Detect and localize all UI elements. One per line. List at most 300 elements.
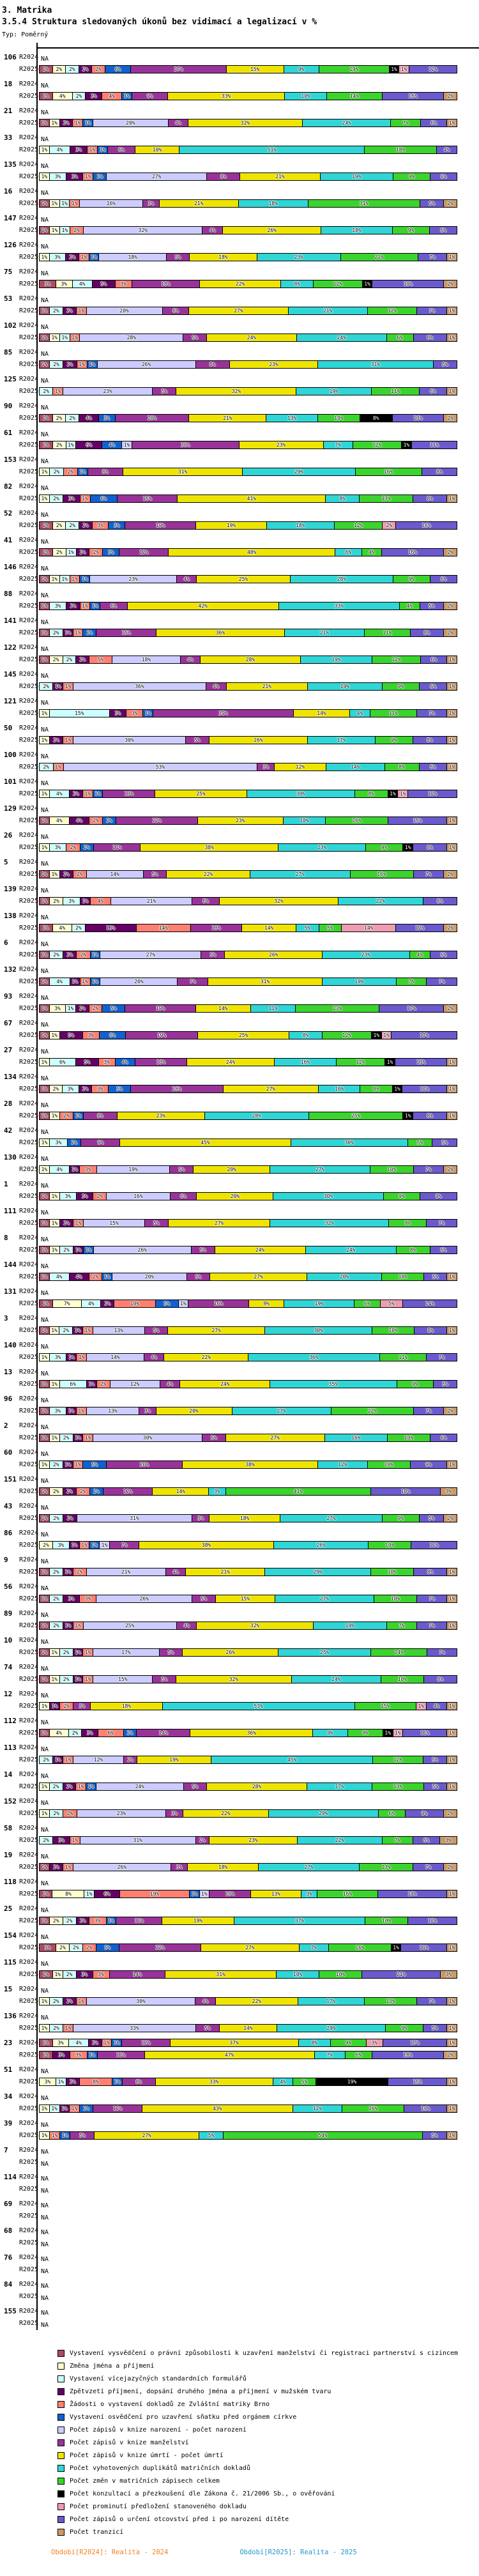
bar-segment-zmena-jmena <box>49 1327 59 1334</box>
bar-segment-zadosti-matrika-brno <box>80 978 90 985</box>
bar-segment-duplikaty-dokladu <box>288 307 367 314</box>
bar-segment-urceni-otcovstvi <box>410 629 443 636</box>
bar-segment-zmeny-zapisu <box>390 119 420 126</box>
na-value: NA <box>41 700 49 707</box>
bar-segment-vicejazycne-formulare <box>59 1649 73 1656</box>
bar-zone <box>39 575 457 583</box>
bar-segment-zapisy-manzelstvi <box>119 549 168 556</box>
footer-period-2024: Období[R2024]: Realita - 2024 <box>51 2549 169 2556</box>
legend-label: Vystavení vícejazyčných standardních formulářů <box>70 2375 247 2382</box>
segment-value: 14% <box>176 1489 186 1494</box>
segment-value: 4% <box>213 684 219 689</box>
bar-zone <box>39 1876 457 1888</box>
segment-value: 3% <box>86 1730 93 1736</box>
bar-segment-zmena-jmena <box>40 844 49 851</box>
segment-value: 2% <box>127 1757 133 1763</box>
segment-value: 1% <box>82 898 89 904</box>
bar-segment-zmena-jmena <box>49 1032 59 1039</box>
group-label: 118 <box>4 1878 17 1886</box>
segment-value: 2% <box>72 1730 79 1736</box>
bar-segment-zmeny-zapisu <box>330 2039 366 2046</box>
bar-row <box>0 600 479 612</box>
bar-zone <box>39 816 457 825</box>
bar-row <box>0 2264 479 2276</box>
segment-value: 1% <box>61 2106 68 2112</box>
bar-segment-zapisy-umrti <box>182 1461 317 1468</box>
bar-zone <box>39 1607 457 1620</box>
segment-value: 32% <box>250 1623 260 1629</box>
stacked-bar <box>39 1273 457 1281</box>
segment-value: 5% <box>161 388 167 394</box>
segment-value: 20% <box>339 1274 349 1280</box>
segment-value: 1% <box>51 1703 58 1709</box>
segment-value: 6% <box>70 1381 77 1387</box>
group-label: 27 <box>4 1046 13 1054</box>
bar-segment-zmeny-zapisu <box>396 978 427 985</box>
na-value: NA <box>41 1666 49 1673</box>
period-label: R2024 <box>19 1798 39 1805</box>
group-52 <box>0 505 479 532</box>
bar-segment-osvedceni-cirkev <box>89 1488 103 1495</box>
segment-value: 4% <box>416 952 423 958</box>
bar-segment-zadosti-matrika-brno <box>73 1461 83 1468</box>
bar-segment-duplikaty-dokladu <box>280 1515 381 1522</box>
bar-zone <box>39 226 457 234</box>
segment-value: 2% <box>199 1837 206 1843</box>
bar-segment-zmena-jmena <box>49 1649 59 1656</box>
stacked-bar <box>39 763 457 771</box>
segment-value: 3% <box>103 415 110 421</box>
bar-segment-zadosti-matrika-brno <box>82 1649 93 1656</box>
bar-row <box>0 1071 479 1083</box>
segment-value: 21% <box>396 1972 406 1977</box>
segment-value: 14% <box>110 871 119 877</box>
segment-value: 7% <box>429 254 436 260</box>
segment-value: 19% <box>149 1891 160 1897</box>
chart-rows <box>0 47 479 2330</box>
bar-segment-zapisy-manzelstvi <box>144 1354 164 1361</box>
bar-segment-zapisy-manzelstvi <box>106 1461 182 1468</box>
segment-value: 7% <box>189 979 196 985</box>
bar-zone <box>39 1178 457 1190</box>
segment-value: 1% <box>51 1328 57 1333</box>
bar-segment-osvedceni-cirkev <box>142 710 153 717</box>
bar-zone <box>39 2104 457 2113</box>
segment-value: 1% <box>41 2133 48 2138</box>
segment-value: 2% <box>43 1837 49 1843</box>
bar-row <box>0 615 479 627</box>
na-value: NA <box>41 136 49 143</box>
bar-segment-zapisy-umrti <box>170 2039 298 2046</box>
bar-zone <box>39 588 457 600</box>
segment-value: 3% <box>95 1918 101 1924</box>
bar-segment-duplikaty-dokladu <box>299 1944 329 1951</box>
period-label: R2024 <box>19 1583 39 1590</box>
bar-segment-zapisy-narozeni <box>86 871 143 878</box>
segment-value: 19% <box>403 281 413 287</box>
bar-segment-zapisy-umrti <box>90 1703 162 1710</box>
period-label: R2024 <box>19 349 39 356</box>
bar-zone <box>39 1568 457 1576</box>
period-label: R2025 <box>19 173 39 180</box>
bar-segment-osvedceni-cirkev <box>108 1085 130 1092</box>
na-value: NA <box>41 351 49 358</box>
segment-value: 2% <box>69 66 75 72</box>
segment-value: 1% <box>84 1328 91 1333</box>
period-label: R2025 <box>19 2266 39 2273</box>
segment-value: 2% <box>63 1247 70 1253</box>
segment-value: 1% <box>180 1301 186 1307</box>
na-value: NA <box>41 1934 49 1941</box>
segment-value: 14% <box>110 1354 120 1360</box>
segment-value: 2% <box>53 952 59 958</box>
period-label: R2025 <box>19 1729 39 1736</box>
bar-segment-duplikaty-dokladu <box>312 1729 347 1736</box>
segment-value: 6% <box>440 1247 447 1253</box>
group-label: 13 <box>4 1368 13 1376</box>
bar-segment-zmena-jmena <box>49 1917 63 1924</box>
bar-segment-vicejazycne-formulare <box>49 1783 63 1790</box>
period-label: R2024 <box>19 2281 39 2288</box>
segment-value: 1% <box>85 1676 91 1682</box>
group-label: 5 <box>4 858 8 866</box>
period-label: R2025 <box>19 1971 39 1978</box>
segment-value: 1% <box>41 362 48 367</box>
segment-value: 2% <box>79 549 86 555</box>
bar-zone <box>39 1890 457 1898</box>
bar-segment-zpetvzeti-prijmeni <box>63 495 79 502</box>
bar-segment-zapisy-manzelstvi <box>136 1729 190 1736</box>
segment-value: 12% <box>342 1032 352 1038</box>
legend-item <box>57 2449 479 2462</box>
segment-value: 1% <box>123 93 130 99</box>
group-label: 132 <box>4 965 17 974</box>
bar-row <box>0 937 479 949</box>
bar-segment-zadosti-matrika-brno <box>63 468 77 475</box>
bar-segment-zapisy-umrti <box>226 683 307 690</box>
segment-value: 2% <box>82 66 89 72</box>
stacked-bar <box>39 1246 457 1254</box>
bar-row <box>0 895 479 907</box>
bar-zone <box>39 521 457 530</box>
segment-value: 5% <box>204 2025 211 2031</box>
bar-segment-zmeny-zapisu <box>345 2051 372 2058</box>
group-label: 85 <box>4 348 13 356</box>
segment-value: 22% <box>221 1811 231 1816</box>
bar-segment-zmeny-zapisu <box>350 871 413 878</box>
segment-value: 21% <box>223 415 232 421</box>
segment-value: 1% <box>75 1220 82 1226</box>
segment-value: 13% <box>271 1891 281 1897</box>
segment-value: 6% <box>430 388 436 394</box>
period-label: R2024 <box>19 1744 39 1751</box>
segment-value: 11% <box>390 388 400 394</box>
segment-value: 2% <box>53 737 59 743</box>
period-label: R2024 <box>19 1181 39 1188</box>
segment-value: 2% <box>63 120 70 126</box>
bar-segment-osvedceni-zpusobilost <box>40 1246 49 1254</box>
na-value: NA <box>41 1263 49 1270</box>
bar-segment-zapisy-umrti <box>293 710 350 717</box>
bar-segment-zpetvzeti-prijmeni <box>73 1246 83 1254</box>
bar-segment-zmeny-zapisu <box>367 1461 410 1468</box>
bar-segment-zpetvzeti-prijmeni <box>73 1649 83 1656</box>
bar-zone <box>39 1595 457 1603</box>
bar-zone <box>39 1809 457 1818</box>
bar-segment-zapisy-umrti <box>201 1944 299 1951</box>
segment-value: 21% <box>121 1569 131 1575</box>
segment-value: 5% <box>432 1784 439 1790</box>
group-label: 43 <box>4 1502 13 1510</box>
group-label: 50 <box>4 724 13 732</box>
group-label: 19 <box>4 1851 13 1859</box>
bar-segment-zpetvzeti-prijmeni <box>70 146 87 153</box>
segment-value: 5% <box>153 1220 160 1226</box>
period-label: R2024 <box>19 1208 39 1215</box>
bar-segment-urceni-otcovstvi <box>361 1971 440 1978</box>
stacked-bar <box>39 280 457 288</box>
stacked-bar <box>39 977 457 986</box>
bar-segment-zapisy-manzelstvi <box>195 361 229 368</box>
bar-segment-tranzice <box>443 602 457 610</box>
bar-segment-osvedceni-cirkev <box>102 817 116 824</box>
group-147 <box>0 210 479 237</box>
bar-segment-prominuti-dokladu <box>382 522 395 529</box>
bar-segment-urceni-otcovstvi <box>407 790 457 797</box>
bar-segment-zapisy-manzelstvi <box>70 2132 94 2139</box>
segment-value: 5% <box>210 1435 217 1441</box>
segment-value: 3% <box>176 1864 183 1870</box>
segment-value: 9% <box>381 845 388 850</box>
segment-value: 2% <box>52 1086 59 1092</box>
segment-value: 2% <box>92 1274 99 1280</box>
period-label: R2025 <box>19 924 39 931</box>
segment-value: 2% <box>447 1006 453 1011</box>
bar-row <box>0 1378 479 1390</box>
bar-segment-zapisy-umrti <box>208 978 322 985</box>
period-label: R2025 <box>19 2025 39 2032</box>
segment-value: 17% <box>326 1998 336 2004</box>
group-129 <box>0 801 479 827</box>
group-26 <box>0 827 479 854</box>
group-label: 21 <box>4 107 13 115</box>
bar-segment-zapisy-manzelstvi <box>183 334 206 341</box>
bar-row <box>0 1271 479 1283</box>
bar-segment-vicejazycne-formulare <box>49 254 66 261</box>
bar-segment-zapisy-umrti <box>156 629 285 636</box>
segment-value: 5% <box>167 1650 174 1655</box>
stacked-bar <box>39 843 457 852</box>
segment-value: 1% <box>86 1891 93 1897</box>
bar-segment-zmeny-zapisu <box>328 1944 390 1951</box>
segment-value: 10% <box>404 1435 414 1441</box>
bar-segment-duplikaty-dokladu <box>284 66 319 73</box>
segment-value: 45% <box>287 1757 297 1763</box>
bar-segment-vicejazycne-formulare <box>49 1595 63 1602</box>
group-42 <box>0 1123 479 1149</box>
bar-segment-zadosti-matrika-brno <box>80 495 90 502</box>
na-value: NA <box>41 82 49 89</box>
bar-row <box>0 251 479 263</box>
segment-value: 3% <box>131 710 138 716</box>
bar-segment-zmeny-zapisu <box>396 1246 430 1254</box>
legend-swatch-zpetvzeti-prijmeni <box>57 2388 65 2395</box>
bar-segment-zmena-jmena <box>40 2105 49 2112</box>
bar-zone <box>39 602 457 610</box>
bar-segment-urceni-otcovstvi <box>407 1917 457 1924</box>
bar-row <box>0 1285 479 1298</box>
bar-segment-osvedceni-cirkev <box>79 2105 93 2112</box>
bar-segment-zmena-jmena <box>49 1381 59 1388</box>
bar-segment-vicejazycne-formulare <box>59 227 70 234</box>
period-label: R2025 <box>19 1783 39 1790</box>
bar-segment-vicejazycne-formulare <box>40 1756 52 1763</box>
group-label: 16 <box>4 187 13 195</box>
segment-value: 4% <box>56 791 63 797</box>
group-140 <box>0 1337 479 1364</box>
segment-value: 2% <box>447 1515 453 1521</box>
segment-value: 1% <box>448 710 455 716</box>
na-value: NA <box>41 2322 49 2329</box>
segment-value: 10% <box>387 1569 397 1575</box>
segment-value: 1% <box>448 737 455 743</box>
bar-segment-zpetvzeti-prijmeni <box>70 978 80 985</box>
bar-segment-duplikaty-dokladu <box>273 1193 383 1200</box>
bar-segment-zmena-jmena <box>56 1944 69 1951</box>
segment-value: 28% <box>252 1784 262 1790</box>
segment-value: 12% <box>428 66 438 72</box>
bar-row <box>0 1056 479 1068</box>
segment-value: 8% <box>427 496 433 502</box>
period-label: R2025 <box>19 1703 39 1710</box>
bar-zone <box>39 615 457 627</box>
bar-segment-duplikaty-dokladu <box>307 683 382 690</box>
bar-segment-tranzice <box>446 2039 457 2046</box>
bar-segment-osvedceni-zpusobilost <box>40 1407 49 1414</box>
segment-value: 1% <box>72 1167 78 1172</box>
segment-value: 22% <box>367 1408 377 1414</box>
bar-segment-zapisy-manzelstvi <box>132 93 167 100</box>
bar-segment-prominuti-dokladu <box>366 2039 383 2046</box>
bar-segment-urceni-otcovstvi <box>413 1864 443 1871</box>
group-43 <box>0 1498 479 1525</box>
segment-value: 5% <box>441 1140 448 1146</box>
segment-value: 2% <box>447 1408 453 1414</box>
bar-row <box>0 868 479 880</box>
bar-segment-zapisy-umrti <box>167 1327 264 1334</box>
segment-value: 6% <box>440 576 447 582</box>
segment-value: 6% <box>388 1811 395 1816</box>
bar-segment-urceni-otcovstvi <box>423 1273 446 1280</box>
bar-segment-zapisy-narozeni <box>93 1246 191 1254</box>
segment-value: 7% <box>425 1167 432 1172</box>
bar-segment-vicejazycne-formulare <box>49 1622 63 1629</box>
bar-segment-vicejazycne-formulare <box>40 1837 52 1844</box>
na-value: NA <box>41 2175 49 2182</box>
bar-segment-vicejazycne-formulare <box>49 495 63 502</box>
segment-value: 5% <box>431 2133 438 2138</box>
bar-segment-osvedceni-zpusobilost <box>40 1568 49 1575</box>
segment-value: 4% <box>183 1623 190 1629</box>
bar-segment-zadosti-matrika-brno <box>73 1568 86 1575</box>
stacked-bar <box>39 521 457 530</box>
segment-value: 5% <box>161 1676 167 1682</box>
bar-segment-zpetvzeti-prijmeni <box>63 951 76 958</box>
group-label: 86 <box>4 1529 13 1537</box>
bar-segment-zapisy-umrti <box>196 576 289 583</box>
bar-segment-zpetvzeti-prijmeni <box>63 1622 73 1629</box>
bar-segment-duplikaty-dokladu <box>199 2132 223 2139</box>
bar-segment-tranzice <box>446 1729 457 1736</box>
segment-value: 5% <box>301 2079 308 2085</box>
segment-value: 19% <box>314 1301 324 1307</box>
segment-value: 2% <box>43 442 49 448</box>
bar-segment-urceni-otcovstvi <box>430 173 457 180</box>
segment-value: 10% <box>381 1918 392 1924</box>
legend-item <box>57 2359 479 2372</box>
segment-value: 32% <box>240 120 250 126</box>
bar-zone <box>39 1742 457 1754</box>
stacked-bar <box>39 1729 457 1737</box>
bar-segment-zapisy-manzelstvi <box>185 737 209 744</box>
bar-segment-vicejazycne-formulare <box>52 1542 69 1549</box>
segment-value: 2% <box>43 415 49 421</box>
bar-row <box>0 1968 479 1981</box>
segment-value: 18% <box>218 254 228 260</box>
bar-segment-tranzice <box>443 871 457 878</box>
segment-value: 3% <box>81 1972 87 1977</box>
bar-segment-zmeny-zapisu <box>392 227 430 234</box>
bar-segment-osvedceni-cirkev <box>102 1273 112 1280</box>
bar-zone <box>39 2156 457 2168</box>
segment-value: 19% <box>155 1006 165 1011</box>
bar-row <box>0 546 479 558</box>
segment-value: 2% <box>42 66 49 72</box>
period-label: R2024 <box>19 966 39 973</box>
period-label: R2024 <box>19 2039 39 2046</box>
bar-segment-vicejazycne-formulare <box>65 1005 75 1012</box>
bar-segment-zadosti-matrika-brno <box>59 1112 73 1119</box>
segment-value: 7% <box>63 1301 70 1307</box>
stacked-bar <box>39 1675 457 1683</box>
segment-value: 23% <box>156 1113 165 1119</box>
bar-segment-zadosti-matrika-brno <box>93 1971 109 1978</box>
stacked-bar <box>39 575 457 583</box>
bar-zone <box>39 1017 457 1029</box>
bar-segment-zapisy-manzelstvi <box>195 1837 209 1844</box>
period-label: R2024 <box>19 402 39 410</box>
bar-segment-vicejazycne-formulare <box>49 1166 70 1173</box>
segment-value: 12% <box>312 2106 323 2112</box>
bar-segment-tranzice <box>446 2025 457 2032</box>
group-130 <box>0 1149 479 1176</box>
bar-zone <box>39 1044 457 1056</box>
bar-zone <box>39 1071 457 1083</box>
segment-value: 1% <box>61 576 68 582</box>
stacked-bar <box>39 1353 457 1361</box>
segment-value: 3% <box>44 2079 51 2085</box>
segment-value: 5% <box>429 201 436 206</box>
stacked-bar <box>39 2078 457 2086</box>
bar-zone <box>39 790 457 798</box>
segment-value: 38% <box>204 845 215 850</box>
segment-value: 8% <box>437 1676 444 1682</box>
na-value: NA <box>41 485 49 492</box>
bar-zone <box>39 1124 457 1137</box>
bar-segment-vicejazycne-formulare <box>49 951 63 958</box>
bar-segment-osvedceni-cirkev <box>90 495 117 502</box>
segment-value: 2% <box>43 549 49 555</box>
